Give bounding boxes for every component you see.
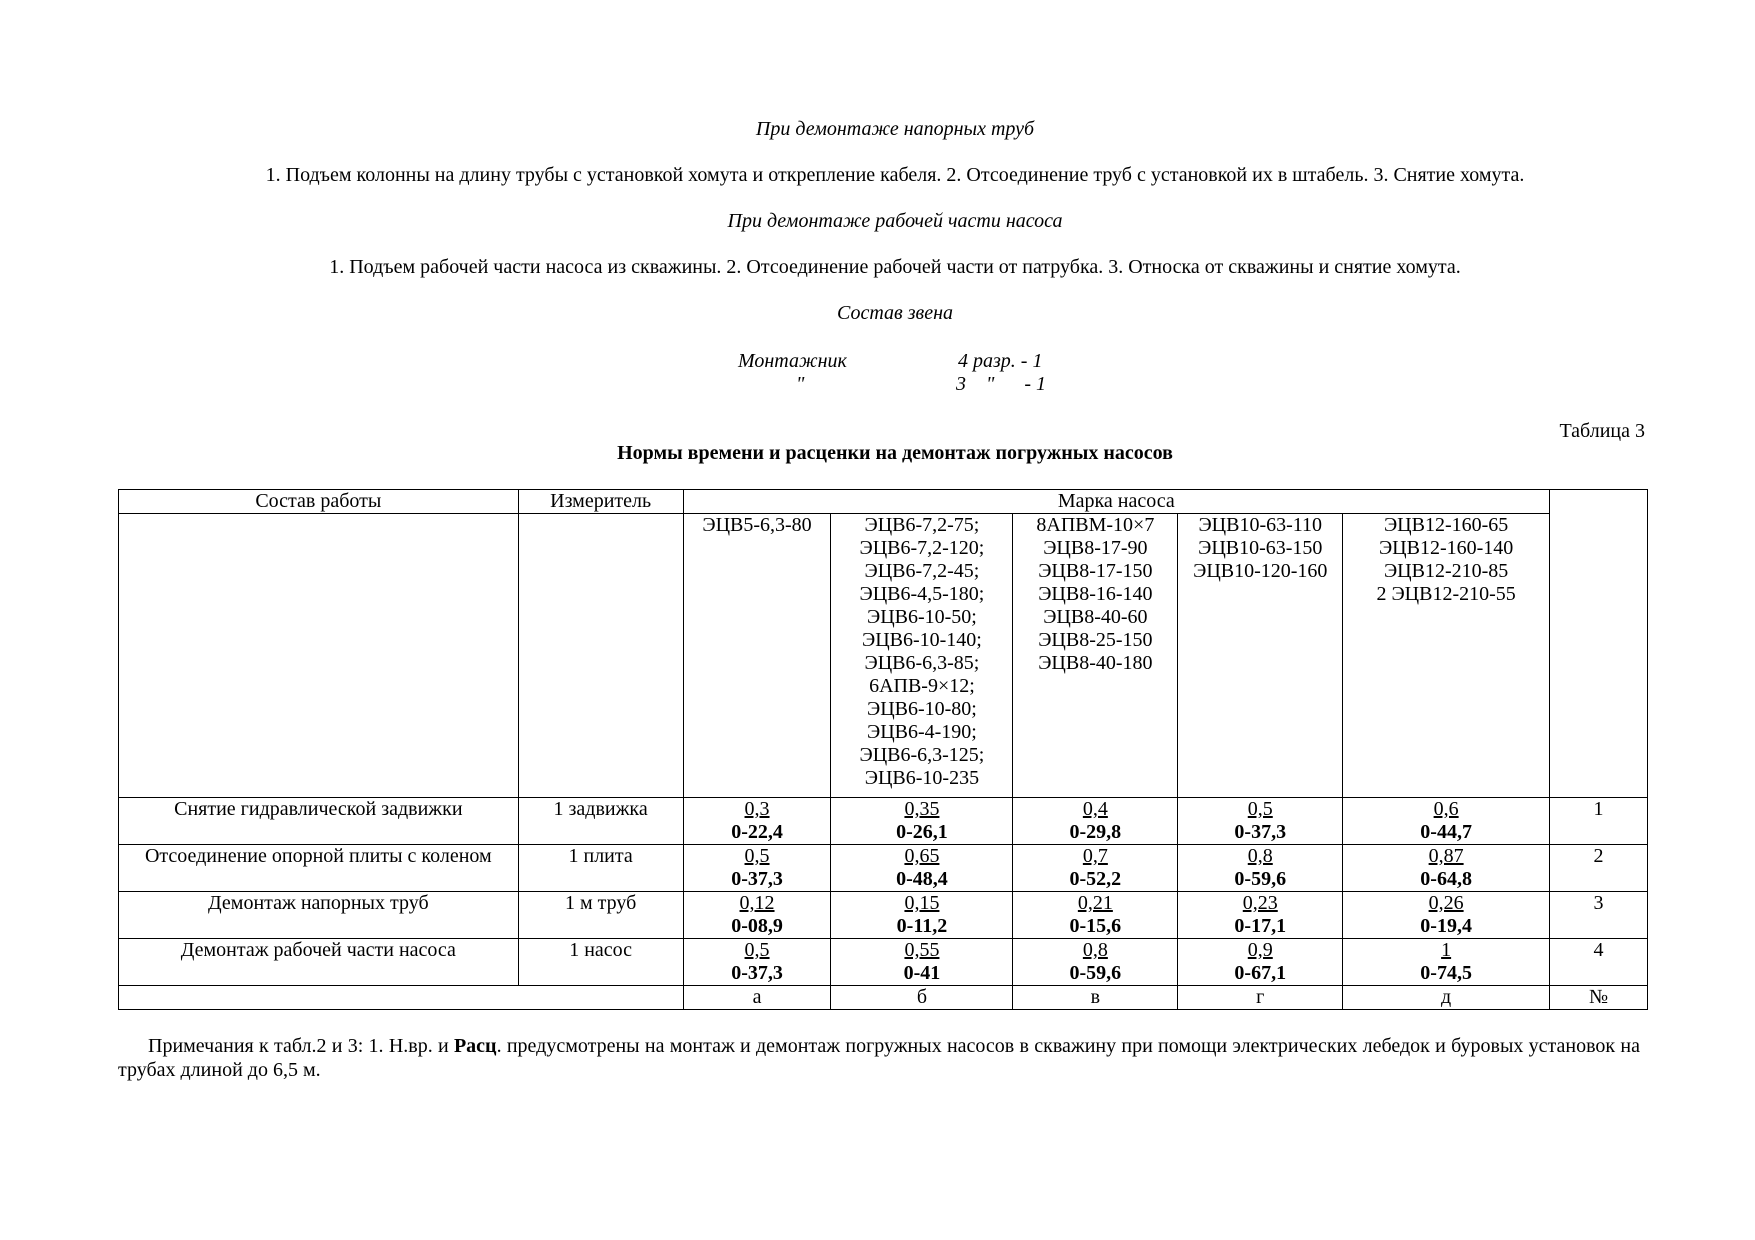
norm-cell xyxy=(1343,892,1550,939)
rate: 0-22,4 xyxy=(731,821,783,843)
rate: 0-11,2 xyxy=(896,915,948,937)
crew-grade: 4 разр. - 1 xyxy=(958,350,1043,372)
time-norm: 0,55 xyxy=(904,939,940,961)
pump-model: 6АПВ-9×12; xyxy=(869,675,975,697)
time-norm: 0,87 xyxy=(1428,845,1464,867)
col-letter: а xyxy=(683,986,831,1010)
rate: 0-26,1 xyxy=(896,821,948,843)
pump-model: ЭЦВ6-4-190; xyxy=(867,721,977,743)
pump-model: ЭЦВ8-40-180 xyxy=(1038,652,1153,674)
time-norm: 0,8 xyxy=(1082,939,1108,961)
norm-cell xyxy=(1013,939,1178,986)
col-header-unit: Измеритель xyxy=(518,490,683,514)
col-letter: в xyxy=(1013,986,1178,1010)
row-number: 1 xyxy=(1550,798,1648,845)
pump-model: ЭЦВ10-63-110 xyxy=(1198,514,1323,536)
time-norm: 1 xyxy=(1441,939,1452,961)
pump-model: ЭЦВ6-6,3-125; xyxy=(859,744,985,766)
heading-work-part: При демонтаже рабочей части насоса xyxy=(727,210,1063,232)
col-letter: б xyxy=(831,986,1013,1010)
rate: 0-08,9 xyxy=(731,915,783,937)
header-row xyxy=(119,490,1648,514)
num-header-cell xyxy=(1550,490,1648,798)
rate: 0-48,4 xyxy=(896,868,948,890)
time-norm: 0,26 xyxy=(1428,892,1464,914)
pump-model: ЭЦВ8-16-140 xyxy=(1038,583,1153,605)
time-norm: 0,12 xyxy=(739,892,775,914)
table-row xyxy=(119,845,1648,892)
pump-model: ЭЦВ10-63-150 xyxy=(1198,537,1323,559)
rate: 0-41 xyxy=(903,962,941,984)
rate: 0-15,6 xyxy=(1069,915,1122,937)
pump-model: ЭЦВ10-120-160 xyxy=(1193,560,1328,582)
table-row xyxy=(119,798,1648,845)
time-norm: 0,21 xyxy=(1077,892,1113,914)
time-norm: 0,7 xyxy=(1082,845,1108,867)
norm-cell xyxy=(1178,939,1343,986)
time-norm: 0,5 xyxy=(1247,798,1273,820)
operation-name: Демонтаж напорных труб xyxy=(119,892,519,939)
pump-model: ЭЦВ8-25-150 xyxy=(1038,629,1153,651)
table-label: Таблица 3 xyxy=(1559,420,1645,442)
table-row xyxy=(119,939,1648,986)
brands-row xyxy=(119,514,1648,798)
norm-cell xyxy=(683,845,831,892)
time-norm: 0,3 xyxy=(744,798,770,820)
empty-cell xyxy=(518,514,683,798)
pump-model: ЭЦВ5-6,3-80 xyxy=(702,514,812,536)
rate: 0-19,4 xyxy=(1420,915,1472,937)
norm-cell xyxy=(1343,939,1550,986)
pump-model: ЭЦВ6-7,2-120; xyxy=(859,537,985,559)
time-norm: 0,5 xyxy=(744,845,770,867)
norm-cell xyxy=(1013,845,1178,892)
note-prefix: Примечания к табл.2 и 3: 1. Н.вр. и xyxy=(148,1035,454,1057)
pump-model: ЭЦВ6-6,3-85; xyxy=(864,652,980,674)
rate: 0-37,3 xyxy=(731,962,783,984)
row-number: 3 xyxy=(1550,892,1648,939)
norm-cell xyxy=(831,798,1013,845)
norm-cell xyxy=(831,939,1013,986)
rate: 0-64,8 xyxy=(1420,868,1472,890)
pump-model: ЭЦВ6-7,2-45; xyxy=(864,560,980,582)
rate: 0-59,6 xyxy=(1234,868,1287,890)
norm-cell xyxy=(831,845,1013,892)
unit: 1 задвижка xyxy=(518,798,683,845)
rate: 0-29,8 xyxy=(1069,821,1122,843)
unit: 1 насос xyxy=(518,939,683,986)
rate: 0-17,1 xyxy=(1234,915,1287,937)
unit: 1 плита xyxy=(518,845,683,892)
heading-pressure-pipes: При демонтаже напорных труб xyxy=(755,118,1035,140)
brand-cell xyxy=(1178,514,1343,798)
operations-pressure-pipes: 1. Подъем колонны на длину трубы с установкой хомута и открепление кабеля. 2. Отсоединение труб с установкой их в штабель. 3. Снятие хомута. xyxy=(265,164,1525,186)
unit: 1 м труб xyxy=(518,892,683,939)
operation-name: Демонтаж рабочей части насоса xyxy=(119,939,519,986)
rate: 0-44,7 xyxy=(1420,821,1472,843)
norm-cell xyxy=(831,892,1013,939)
note-bold: Расц xyxy=(453,1035,497,1057)
pump-model: 8АПВМ-10×7 xyxy=(1036,514,1155,536)
time-norm: 0,4 xyxy=(1082,798,1108,820)
crew-role: Монтажник xyxy=(738,350,847,372)
operation-name: Снятие гидравлической задвижки xyxy=(119,798,519,845)
pump-model: ЭЦВ6-10-235 xyxy=(864,767,980,789)
time-norm: 0,6 xyxy=(1433,798,1459,820)
table-row xyxy=(119,892,1648,939)
pump-model: ЭЦВ6-10-80; xyxy=(867,698,977,720)
time-norm: 0,23 xyxy=(1242,892,1278,914)
pump-model: ЭЦВ8-17-90 xyxy=(1043,537,1148,559)
heading-crew: Состав звена xyxy=(836,302,953,324)
operations-work-part: 1. Подъем рабочей части насоса из скважины. 2. Отсоединение рабочей части от патрубка. 3. Относка от скважины и снятие хомута. xyxy=(329,256,1461,278)
norm-cell xyxy=(1343,798,1550,845)
norm-cell xyxy=(683,892,831,939)
rate: 0-59,6 xyxy=(1069,962,1122,984)
pump-model: ЭЦВ8-40-60 xyxy=(1043,606,1148,628)
row-number: 4 xyxy=(1550,939,1648,986)
empty-cell xyxy=(119,986,684,1010)
rate: 0-37,3 xyxy=(731,868,783,890)
brand-cell xyxy=(1343,514,1550,798)
norm-cell xyxy=(1013,798,1178,845)
brand-cell xyxy=(1013,514,1178,798)
time-norm: 0,35 xyxy=(904,798,940,820)
time-norm: 0,65 xyxy=(904,845,940,867)
rate: 0-74,5 xyxy=(1420,962,1472,984)
pump-model: ЭЦВ12-160-140 xyxy=(1378,537,1514,559)
crew-role: " xyxy=(796,373,805,395)
row-number: 2 xyxy=(1550,845,1648,892)
footer-row xyxy=(119,986,1648,1010)
col-header-brand: Марка насоса xyxy=(683,490,1549,514)
pump-model: ЭЦВ6-10-140; xyxy=(862,629,982,651)
col-header-work: Состав работы xyxy=(119,490,519,514)
norm-cell xyxy=(1178,892,1343,939)
num-label: № xyxy=(1550,986,1648,1010)
brand-cell xyxy=(831,514,1013,798)
pump-model: ЭЦВ6-10-50; xyxy=(867,606,977,628)
norm-cell xyxy=(1013,892,1178,939)
pump-model: ЭЦВ12-160-65 xyxy=(1383,514,1509,536)
empty-cell xyxy=(119,514,519,798)
crew-grade: 3 " - 1 xyxy=(956,373,1047,395)
pump-model: 2 ЭЦВ12-210-55 xyxy=(1376,583,1516,605)
col-letter: г xyxy=(1178,986,1343,1010)
pump-model: ЭЦВ12-210-85 xyxy=(1383,560,1509,582)
pump-model: ЭЦВ8-17-150 xyxy=(1038,560,1153,582)
notes-paragraph xyxy=(118,1034,1640,1082)
col-letter: д xyxy=(1343,986,1550,1010)
norm-cell xyxy=(683,798,831,845)
norm-cell xyxy=(1178,845,1343,892)
table-title: Нормы времени и расценки на демонтаж погружных насосов xyxy=(617,442,1173,464)
rate: 0-67,1 xyxy=(1234,962,1287,984)
time-norm: 0,8 xyxy=(1247,845,1273,867)
norms-table xyxy=(118,489,1648,1010)
norm-cell xyxy=(1343,845,1550,892)
pump-model: ЭЦВ6-4,5-180; xyxy=(859,583,985,605)
time-norm: 0,5 xyxy=(744,939,770,961)
norm-cell xyxy=(1178,798,1343,845)
pump-model: ЭЦВ6-7,2-75; xyxy=(864,514,980,536)
rate: 0-37,3 xyxy=(1234,821,1287,843)
note-suffix: . предусмотрены на монтаж и демонтаж погружных насосов в скважину при помощи электрических лебедок и буровых установок на трубах длиной до 6,5 м. xyxy=(118,1035,1640,1081)
operation-name: Отсоединение опорной плиты с коленом xyxy=(119,845,519,892)
brand-cell xyxy=(683,514,831,798)
rate: 0-52,2 xyxy=(1069,868,1122,890)
time-norm: 0,15 xyxy=(904,892,940,914)
time-norm: 0,9 xyxy=(1247,939,1273,961)
norm-cell xyxy=(683,939,831,986)
